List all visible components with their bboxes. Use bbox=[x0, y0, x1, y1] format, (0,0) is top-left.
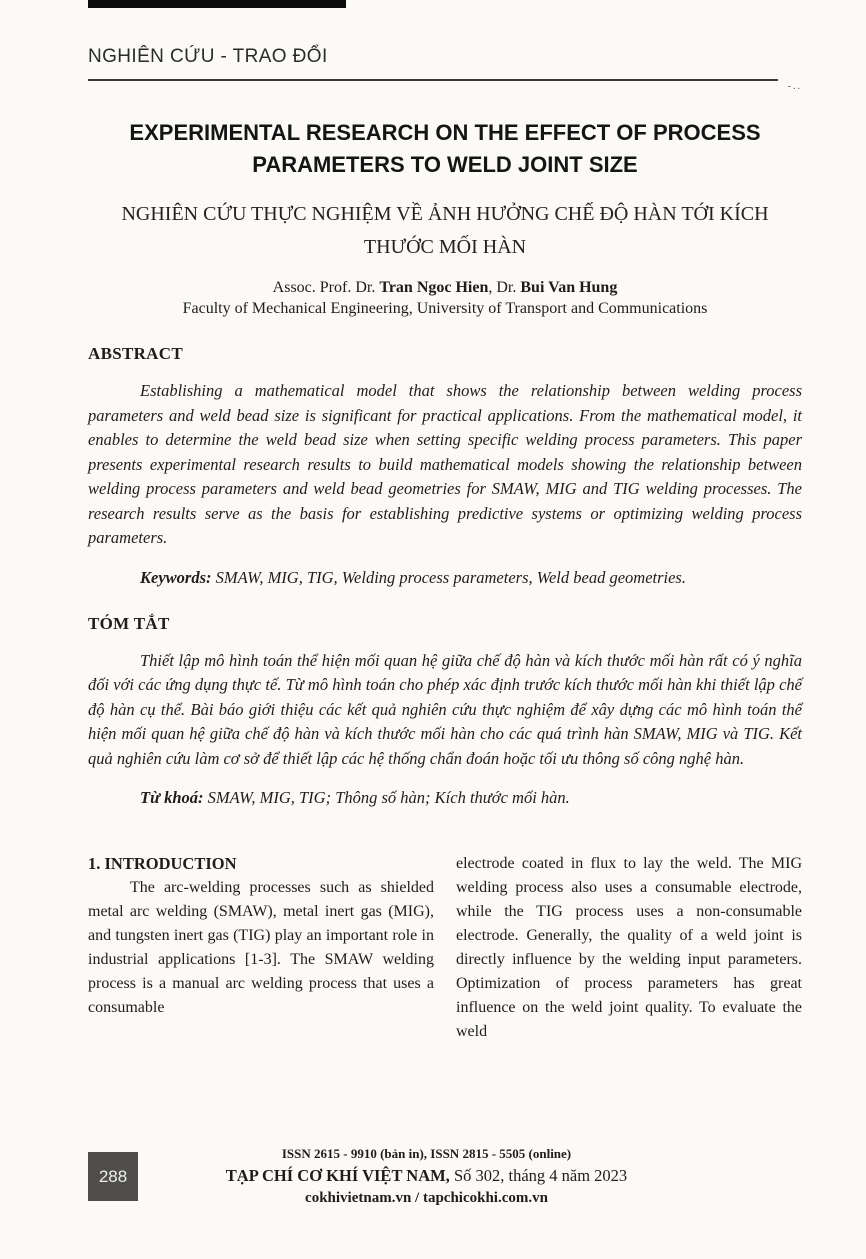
affiliation: Faculty of Mechanical Engineering, University of Transport and Communications bbox=[182, 300, 708, 317]
author-name-1: Tran Ngoc Hien bbox=[379, 279, 489, 296]
authors-separator: , Dr. bbox=[488, 279, 517, 296]
intro-left-column-text: The arc-welding processes such as shielded metal arc welding (SMAW), metal inert gas (MIG), and tungsten inert gas (TIG) play an important role in industrial applications [1-3]. The SMAW welding process is a manual arc welding process that uses a consumable bbox=[88, 879, 434, 1016]
keywords-text: SMAW, MIG, TIG, Welding process parameters, Weld bead geometries. bbox=[215, 567, 686, 587]
footer-journal-line bbox=[154, 1166, 699, 1186]
footer-text-block bbox=[154, 1146, 699, 1207]
tukhoa-label: Từ khoá: bbox=[140, 788, 204, 807]
paper-title-english: EXPERIMENTAL RESEARCH ON THE EFFECT OF PROCESS PARAMETERS TO WELD JOINT SIZE bbox=[129, 120, 761, 177]
paper-title-vietnamese: NGHIÊN CỨU THỰC NGHIỆM VỀ ẢNH HƯỞNG CHẾ ĐỘ HÀN TỚI KÍCH THƯỚC MỐI HÀN bbox=[121, 203, 769, 258]
keywords-line bbox=[88, 568, 802, 588]
page-number-box: 288 bbox=[88, 1152, 138, 1201]
header-rule bbox=[88, 79, 802, 92]
keywords-label: Keywords: bbox=[140, 567, 212, 587]
author-name-2: Bui Van Hung bbox=[520, 279, 618, 296]
tukhoa-text: SMAW, MIG, TIG; Thông số hàn; Kích thước mối hàn. bbox=[207, 788, 570, 807]
running-header: NGHIÊN CỨU - TRAO ĐỔI bbox=[88, 46, 328, 67]
scan-artifact-rule-tail: -.. bbox=[787, 81, 802, 92]
left-column bbox=[88, 852, 434, 1044]
right-column bbox=[456, 852, 802, 1044]
authors-prefix: Assoc. Prof. Dr. bbox=[272, 279, 376, 296]
section-heading-introduction: 1. INTRODUCTION bbox=[88, 854, 237, 873]
footer-issn: ISSN 2615 - 9910 (bản in), ISSN 2815 - 5505 (online) bbox=[281, 1146, 572, 1161]
authors-line bbox=[88, 279, 802, 297]
footer-journal-issue: Số 302, tháng 4 năm 2023 bbox=[453, 1166, 628, 1185]
two-column-body bbox=[88, 852, 802, 1044]
intro-right-column-text: electrode coated in flux to lay the weld. The MIG welding process also uses a consumable electrode, while the TIG process uses a non-consumable electrode. Generally, the quality of a weld joint is directly influence by the welding input parameters. Optimization of process parameters has great influence on the weld joint quality. To evaluate the weld bbox=[456, 855, 802, 1040]
tomtat-heading: TÓM TẮT bbox=[88, 613, 170, 633]
abstract-heading: ABSTRACT bbox=[88, 344, 183, 363]
footer-website: cokhivietnam.vn / tapchicokhi.com.vn bbox=[305, 1190, 548, 1206]
tukhoa-line bbox=[88, 788, 802, 808]
footer-journal-name: TẠP CHÍ CƠ KHÍ VIỆT NAM, bbox=[225, 1166, 450, 1185]
abstract-text: Establishing a mathematical model that shows the relationship between welding process parameters and weld bead size is significant for practical applications. From the mathematical model, it enables to determine the weld bead size when setting specific welding process parameters. This paper presents experimental research results to build mathematical models showing the relationship between welding process parameters and weld bead geometries for SMAW, MIG and TIG welding processes. The research results serve as the basis for establishing predictive systems or optimizing welding process parameters. bbox=[88, 381, 802, 547]
page-footer bbox=[88, 1146, 778, 1207]
tomtat-text: Thiết lập mô hình toán thể hiện mối quan hệ giữa chế độ hàn và kích thước mối hàn rất có ý nghĩa đối với các ứng dụng thực tế. Từ mô hình toán cho phép xác định trước kích thước mối hàn khi thiết lập chế độ hàn cụ thể. Bài báo giới thiệu các kết quả nghiên cứu thực nghiệm để xây dựng các mô hình toán thể hiện mối quan hệ giữa chế độ hàn và kích thước mối hàn cho các quá trình hàn SMAW, MIG và TIG. Kết quả nghiên cứu làm cơ sở để thiết lập các hệ thống chẩn đoán hoặc tối ưu thông số công nghệ hàn. bbox=[88, 650, 802, 768]
